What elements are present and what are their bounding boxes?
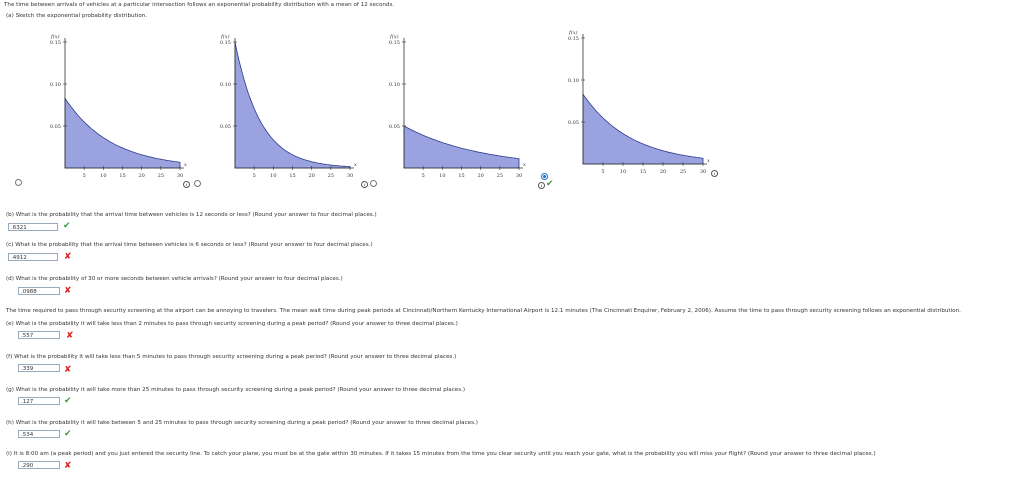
question-d: (d) What is the probability of 30 or more seconds between vehicle arrivals? (Round your answer to four decimal places.)	[6, 276, 343, 282]
answer-c-input[interactable]: .4912	[8, 253, 58, 261]
chart-option-1	[15, 34, 187, 186]
x-tick-label: 25	[679, 169, 687, 175]
info-icon[interactable]: i	[711, 170, 718, 177]
info-icon[interactable]: i	[183, 181, 190, 188]
x-tick-label: 15	[639, 169, 647, 175]
x-tick-label: 10	[619, 169, 627, 175]
x-tick-label: 25	[157, 173, 165, 179]
answer-d-input[interactable]: .0988	[18, 287, 60, 295]
x-tick-label: 20	[138, 173, 145, 179]
x-axis-label: x	[354, 162, 357, 168]
correct-check-icon: ✔	[546, 179, 554, 189]
x-tick-label: 15	[458, 173, 465, 179]
x-tick-label: 5	[421, 173, 425, 179]
chart-option-2-radio[interactable]	[194, 180, 201, 187]
answer-i-input[interactable]: .290	[18, 461, 60, 469]
answer-g-input[interactable]: .127	[18, 397, 60, 405]
chart-option-4	[533, 30, 710, 182]
x-tick-label: 30	[515, 173, 523, 179]
y-axis-label: f(x)	[390, 34, 399, 40]
incorrect-x-icon: ✘	[64, 461, 72, 471]
x-tick-label: 5	[82, 173, 86, 179]
x-tick-label: 10	[100, 173, 107, 179]
x-tick-label: 20	[659, 169, 667, 175]
part-a-prompt: (a) Sketch the exponential probability distribution.	[6, 13, 148, 19]
x-tick-label: 20	[477, 173, 484, 179]
x-tick-label: 30	[699, 169, 707, 175]
density-area	[404, 126, 519, 168]
x-tick-label: 30	[346, 173, 354, 179]
x-axis-label: x	[523, 162, 526, 168]
question-i: (i) It is 8:00 am (a peak period) and you just entered the security line. To catch your plane, you must be at the gate within 30 minutes. If it takes 15 minutes from the time you clear security until you reach your gate, what is the probability you will miss your flight? (Round your answer to three decimal places.)	[6, 451, 876, 457]
question-g: (g) What is the probability it will take more than 25 minutes to pass through security screening during a peak period? (Round your answer to three decimal places.)	[6, 387, 466, 393]
security-intro: The time required to pass through security screening at the airport can be annoying to travelers. The mean wait time during peak periods at Cincinnati/Northern Kentucky International Airport is 12.1 minutes (The Cincinnati Enquirer, February 2, 2006). Assume the time to pass through security screening follows an exponential distribution.	[6, 308, 961, 314]
x-axis-label: x	[184, 162, 187, 168]
y-tick-label: 0.10	[567, 78, 579, 84]
y-axis-label: f(x)	[569, 30, 578, 36]
incorrect-x-icon: ✘	[64, 365, 72, 375]
x-tick-label: 15	[289, 173, 296, 179]
question-f: (f) What is the probability it will take less than 5 minutes to pass through security screening during a peak period? (Round your answer to three decimal places.)	[6, 354, 457, 360]
y-tick-label: 0.15	[49, 40, 61, 46]
answer-h-input[interactable]: .534	[18, 430, 60, 438]
x-tick-label: 30	[176, 173, 184, 179]
x-tick-label: 10	[270, 173, 277, 179]
y-tick-label: 0.15	[567, 36, 579, 42]
y-tick-label: 0.10	[49, 82, 61, 88]
question-e: (e) What is the probability it will take less than 2 minutes to pass through security screening during a peak period? (Round your answer to three decimal places.)	[6, 321, 458, 327]
chart-option-3	[354, 34, 526, 186]
incorrect-x-icon: ✘	[66, 331, 74, 341]
x-tick-label: 20	[308, 173, 315, 179]
y-axis-label: f(x)	[51, 34, 60, 40]
density-area	[65, 98, 180, 168]
x-tick-label: 5	[601, 169, 605, 175]
answer-b-input[interactable]: .6321	[8, 223, 58, 231]
correct-check-icon: ✔	[64, 396, 72, 406]
answer-e-input[interactable]: .557	[18, 331, 60, 339]
x-tick-label: 25	[327, 173, 335, 179]
chart-option-3-radio[interactable]	[370, 180, 377, 187]
info-icon[interactable]: i	[538, 182, 545, 189]
y-tick-label: 0.10	[388, 82, 400, 88]
question-b: (b) What is the probability that the arrival time between vehicles is 12 seconds or less? (Round your answer to four decimal places.)	[6, 212, 377, 218]
x-tick-label: 15	[119, 173, 126, 179]
question-c: (c) What is the probability that the arrival time between vehicles is 6 seconds or less? (Round your answer to four decimal places.)	[6, 242, 373, 248]
density-area	[235, 42, 350, 168]
incorrect-x-icon: ✘	[64, 252, 72, 262]
y-tick-label: 0.15	[388, 40, 400, 46]
x-tick-label: 25	[496, 173, 504, 179]
info-icon[interactable]: i	[361, 181, 368, 188]
y-tick-label: 0.05	[219, 124, 231, 130]
x-tick-label: 10	[439, 173, 446, 179]
y-tick-label: 0.05	[49, 124, 61, 130]
answer-f-input[interactable]: .339	[18, 364, 60, 372]
y-axis-label: f(x)	[221, 34, 230, 40]
y-tick-label: 0.10	[219, 82, 231, 88]
y-tick-label: 0.05	[567, 120, 579, 126]
chart-option-1-radio[interactable]	[15, 179, 22, 186]
question-h: (h) What is the probability it will take between 5 and 25 minutes to pass through security screening during a peak period? (Round your answer to three decimal places.)	[6, 420, 478, 426]
problem-intro: The time between arrivals of vehicles at a particular intersection follows an exponential probability distribution with a mean of 12 seconds.	[4, 2, 395, 8]
y-tick-label: 0.05	[388, 124, 400, 130]
chart-option-2	[185, 34, 357, 186]
density-area	[583, 94, 703, 164]
incorrect-x-icon: ✘	[64, 286, 72, 296]
x-tick-label: 5	[252, 173, 256, 179]
correct-check-icon: ✔	[63, 221, 71, 231]
correct-check-icon: ✔	[64, 429, 72, 439]
x-axis-label: x	[707, 158, 710, 164]
y-tick-label: 0.15	[219, 40, 231, 46]
